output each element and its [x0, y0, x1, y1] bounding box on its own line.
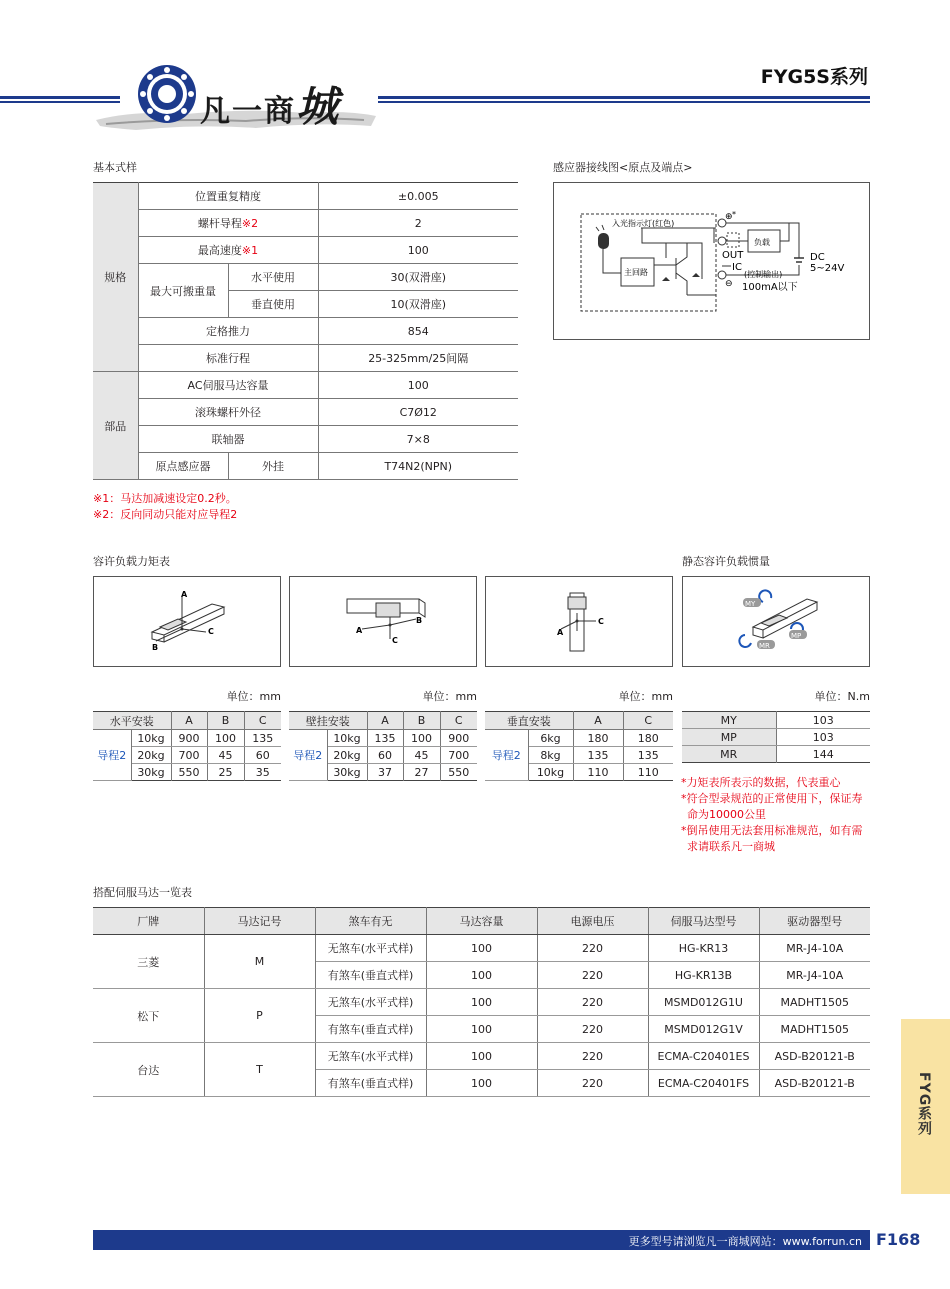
table-header: 壁挂安装 — [289, 712, 367, 730]
table-cell: 135 — [367, 730, 403, 747]
table-cell: 550 — [448, 765, 470, 779]
spec-value: C7Ø12 — [318, 399, 518, 426]
spec-value: 2 — [318, 210, 518, 237]
axis-b-label: B — [416, 616, 423, 625]
table-cell: 无煞车(水平式样) — [315, 1043, 426, 1070]
table-cell: 100 — [426, 1016, 537, 1043]
table-cell: MP — [682, 729, 776, 746]
table-header: 马达记号 — [204, 908, 315, 935]
table-cell: 220 — [537, 1016, 648, 1043]
inertia-mp-label: MP — [791, 632, 802, 640]
table-cell: 10kg — [131, 730, 171, 747]
unit-label: 单位：N.m — [814, 690, 870, 703]
spec-label: 联轴器 — [138, 426, 318, 453]
table-cell: 45 — [207, 747, 244, 764]
wall-mount-figure — [289, 576, 477, 667]
table-cell: 103 — [776, 712, 870, 729]
table-cell: 135 — [623, 747, 673, 764]
table-cell: 45 — [403, 747, 440, 764]
table-cell: ECMA-C20401FS — [648, 1070, 759, 1097]
table-header: C — [440, 712, 477, 730]
axis-c-label: C — [392, 636, 398, 645]
moment-note: *符合型录规范的正常使用下，保证寿命为10000公里 — [681, 792, 863, 821]
table-header: C — [244, 712, 281, 730]
wiring-section-title: 感应器接线图<原点及端点> — [553, 161, 693, 174]
table-cell: 900 — [171, 730, 207, 747]
table-header: 马达容量 — [426, 908, 537, 935]
terminal-minus: ⊖ — [725, 279, 733, 289]
table-cell: 144 — [812, 747, 834, 761]
table-cell: 550 — [171, 764, 207, 781]
table-cell: MSMD012G1U — [648, 989, 759, 1016]
lamp-label: 入光指示灯(红色) — [612, 219, 675, 228]
table-cell: 27 — [403, 764, 440, 781]
spec-sublabel: 垂直使用 — [228, 291, 318, 318]
moment-section-title: 容许负载力矩表 — [93, 555, 170, 568]
spec-label: 定格推力 — [138, 318, 318, 345]
unit-label: 单位：mm — [422, 690, 477, 703]
table-cell: MADHT1505 — [759, 989, 870, 1016]
lead-cell: 导程2 — [93, 730, 131, 781]
page-number: F168 — [876, 1230, 921, 1249]
ic-label: IC — [732, 262, 742, 273]
inertia-figure — [682, 576, 870, 667]
table-cell: 25 — [207, 764, 244, 781]
table-cell: 100 — [426, 962, 537, 989]
inertia-section-title: 静态容许负载惯量 — [682, 555, 770, 568]
voltage-label: 5~24V — [810, 263, 845, 274]
spec-label: 最高速度※1 — [138, 237, 318, 264]
table-cell: 20kg — [131, 747, 171, 764]
footer-bar — [93, 1230, 870, 1250]
code-cell: P — [204, 989, 315, 1043]
axis-c-label: C — [208, 627, 214, 636]
table-cell: 37 — [367, 764, 403, 781]
table-header: 水平安装 — [93, 712, 171, 730]
table-cell: 10kg — [327, 730, 367, 747]
table-cell: 8kg — [528, 747, 573, 764]
table-cell: 100 — [426, 935, 537, 962]
spec-label: 滚珠螺杆外径 — [138, 399, 318, 426]
table-cell: 220 — [537, 1070, 648, 1097]
table-cell: 有煞车(垂直式样) — [315, 962, 426, 989]
table-header: A — [367, 712, 403, 730]
moment-note: *力矩表所表示的数据，代表重心 — [681, 776, 841, 789]
spec-table — [93, 182, 518, 480]
group-parts: 部品 — [93, 372, 138, 480]
table-cell: ASD-B20121-B — [759, 1070, 870, 1097]
lead-cell: 导程2 — [485, 730, 528, 781]
table-cell: 700 — [440, 747, 477, 764]
code-cell: M — [204, 935, 315, 989]
table-header: A — [573, 712, 623, 730]
spec-value: 10(双滑座) — [318, 291, 518, 318]
terminal-plus: ⊕ — [725, 212, 733, 222]
horizontal-moment-table — [93, 711, 281, 781]
table-cell: 100 — [426, 989, 537, 1016]
wall-moment-table — [289, 711, 477, 781]
table-cell: 无煞车(水平式样) — [315, 935, 426, 962]
table-cell: MR-J4-10A — [759, 935, 870, 962]
table-cell: 30kg — [131, 764, 171, 781]
table-cell: HG-KR13 — [648, 935, 759, 962]
lead-cell: 导程2 — [289, 730, 327, 781]
table-row — [93, 989, 870, 1016]
table-cell: 100 — [426, 1043, 537, 1070]
spec-value: 100 — [318, 372, 518, 399]
spec-label: AC伺服马达容量 — [138, 372, 318, 399]
table-cell: 103 — [776, 729, 870, 746]
table-cell: 100 — [207, 730, 244, 747]
brand-cell: 三菱 — [93, 935, 204, 989]
table-cell: ASD-B20121-B — [759, 1043, 870, 1070]
table-cell: 20kg — [327, 747, 367, 764]
table-header: 驱动器型号 — [759, 908, 870, 935]
star-mark: * — [732, 210, 736, 219]
table-cell: 60 — [244, 747, 281, 764]
table-cell: 110 — [637, 765, 659, 779]
table-header: B — [207, 712, 244, 730]
axis-a-label: A — [356, 626, 363, 635]
table-cell: 180 — [573, 730, 623, 747]
vertical-moment-table — [485, 711, 673, 781]
spec-notes — [93, 491, 237, 523]
table-cell: MY — [682, 712, 776, 729]
table-cell: 有煞车(垂直式样) — [315, 1016, 426, 1043]
table-cell: 110 — [573, 764, 623, 781]
table-cell: 220 — [537, 962, 648, 989]
axis-b-label: B — [152, 643, 159, 652]
spec-label: 位置重复精度 — [138, 183, 318, 210]
wiring-svg — [554, 183, 871, 341]
axis-a-label: A — [557, 628, 564, 637]
logo-wordmark: 凡一商城 — [200, 82, 341, 131]
table-cell: 180 — [623, 730, 673, 747]
table-cell: 有煞车(垂直式样) — [315, 1070, 426, 1097]
spec-value: T74N2(NPN) — [318, 453, 518, 480]
logo-bearing-icon — [136, 63, 198, 125]
moment-notes — [681, 775, 871, 855]
side-tab-label: FYG系列 — [916, 1072, 932, 1137]
table-cell: MSMD012G1V — [648, 1016, 759, 1043]
table-cell: 100 — [426, 1070, 537, 1097]
spec-label: 原点感应器 — [138, 453, 228, 480]
table-cell: ECMA-C20401ES — [648, 1043, 759, 1070]
table-header: 厂牌 — [93, 908, 204, 935]
table-cell: HG-KR13B — [648, 962, 759, 989]
load-label: 负载 — [754, 238, 770, 247]
control-label: (控制输出) — [744, 270, 783, 279]
table-cell: MR — [682, 746, 776, 763]
motor-section-title: 搭配伺服马达一览表 — [93, 886, 192, 899]
spec-value: ±0.005 — [318, 183, 518, 210]
header-rule-right — [378, 96, 870, 106]
table-header: C — [623, 712, 673, 730]
moment-note: *倒吊使用无法套用标准规范，如有需求请联系凡一商城 — [681, 824, 863, 853]
table-row — [93, 1043, 870, 1070]
table-cell: MR-J4-10A — [759, 962, 870, 989]
spec-label: 标准行程 — [138, 345, 318, 372]
dc-label: DC — [810, 252, 825, 263]
table-cell: 无煞车(水平式样) — [315, 989, 426, 1016]
table-cell: 60 — [367, 747, 403, 764]
note-1: ※1：马达加减速设定0.2秒。 — [93, 492, 237, 505]
spec-value: 25-325mm/25间隔 — [318, 345, 518, 372]
current-label: 100mA以下 — [742, 282, 798, 293]
inertia-my-label: MY — [745, 600, 756, 608]
inertia-table — [682, 711, 870, 763]
spec-sublabel: 外挂 — [228, 453, 318, 480]
table-cell: 100 — [403, 730, 440, 747]
table-row — [93, 935, 870, 962]
table-header: 伺服马达型号 — [648, 908, 759, 935]
group-spec: 规格 — [93, 183, 138, 372]
table-cell: 700 — [171, 747, 207, 764]
motor-table — [93, 907, 870, 1097]
unit-label: 单位：mm — [226, 690, 281, 703]
table-cell: 6kg — [528, 730, 573, 747]
table-header: 垂直安装 — [485, 712, 573, 730]
brand-cell: 台达 — [93, 1043, 204, 1097]
table-header: B — [403, 712, 440, 730]
inertia-mr-label: MR — [759, 642, 770, 650]
axis-a-label: A — [181, 590, 188, 599]
table-cell: 30kg — [327, 764, 367, 781]
table-cell: 135 — [244, 730, 281, 747]
spec-value: 30(双滑座) — [318, 264, 518, 291]
table-cell: 220 — [537, 935, 648, 962]
wiring-diagram — [553, 182, 870, 340]
table-cell: 35 — [255, 765, 270, 779]
table-cell: 900 — [440, 730, 477, 747]
footer-link[interactable]: 更多型号请浏览凡一商城网站：www.forrun.cn — [628, 1235, 862, 1248]
table-header: 煞车有无 — [315, 908, 426, 935]
main-circuit-label: 主回路 — [624, 268, 648, 277]
unit-label: 单位：mm — [618, 690, 673, 703]
out-label: OUT — [722, 250, 744, 261]
spec-value: 7×8 — [318, 426, 518, 453]
table-cell: 10kg — [528, 764, 573, 781]
code-cell: T — [204, 1043, 315, 1097]
series-title: FYG5S系列 — [760, 66, 868, 88]
table-cell: 220 — [537, 989, 648, 1016]
spec-label: 最大可搬重量 — [138, 264, 228, 318]
spec-label: 螺杆导程※2 — [138, 210, 318, 237]
table-cell: 220 — [537, 1043, 648, 1070]
note-2: ※2：反向同动只能对应导程2 — [93, 508, 238, 521]
table-header: 电源电压 — [537, 908, 648, 935]
spec-section-title: 基本式样 — [93, 161, 137, 174]
spec-sublabel: 水平使用 — [228, 264, 318, 291]
spec-value: 854 — [318, 318, 518, 345]
axis-c-label: C — [598, 617, 604, 626]
table-cell: MADHT1505 — [759, 1016, 870, 1043]
table-header: A — [171, 712, 207, 730]
table-cell: 135 — [573, 747, 623, 764]
spec-value: 100 — [318, 237, 518, 264]
brand-cell: 松下 — [93, 989, 204, 1043]
horizontal-mount-figure — [93, 576, 281, 667]
vertical-mount-figure — [485, 576, 673, 667]
